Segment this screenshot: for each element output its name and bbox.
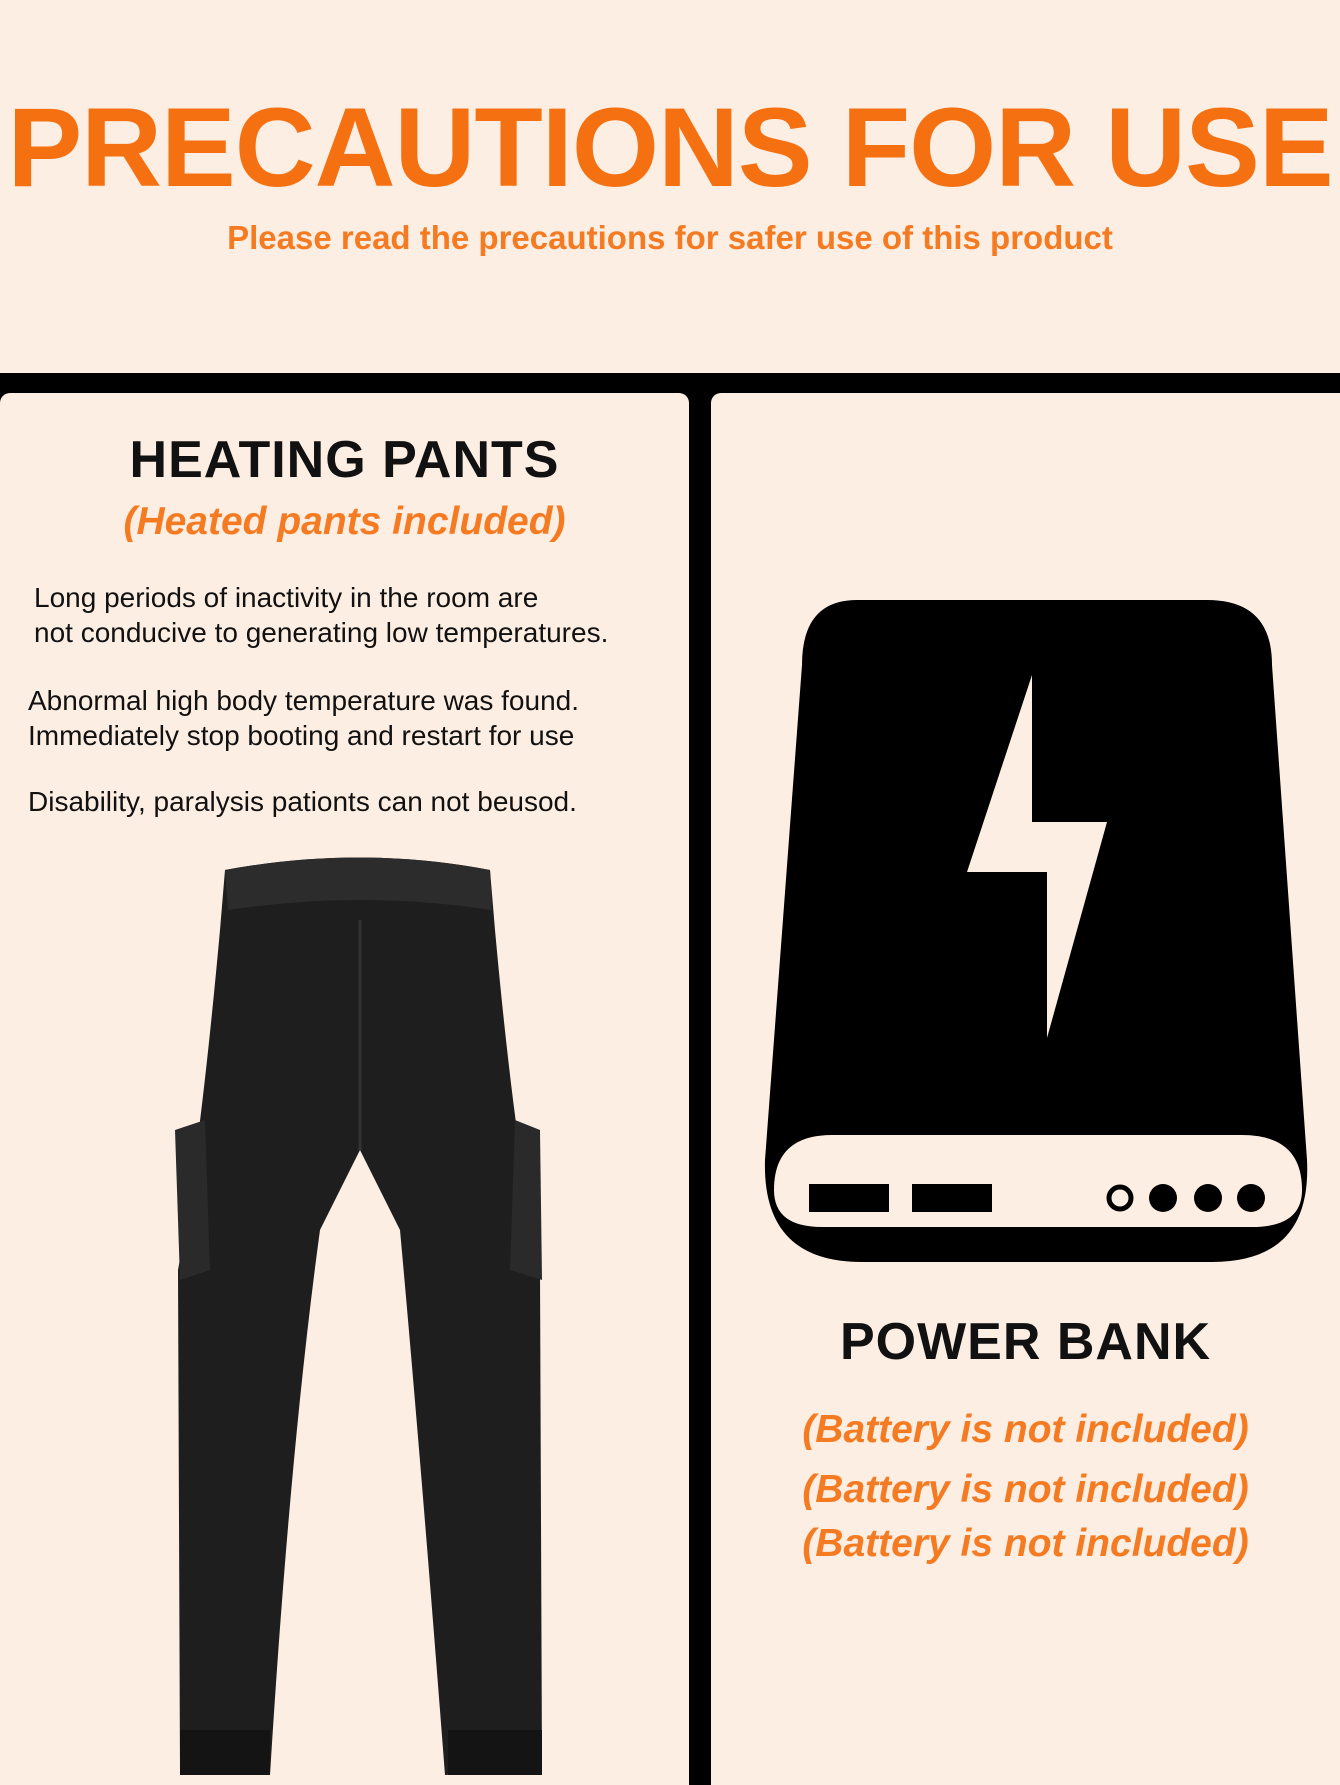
port-icon	[809, 1184, 889, 1212]
heated-pants-image	[170, 850, 550, 1785]
power-bank-heading: POWER BANK	[839, 1313, 1212, 1371]
indicator-light-icon	[1149, 1184, 1177, 1212]
port-icon	[912, 1184, 992, 1212]
precaution-3	[28, 784, 577, 819]
page-title: PRECAUTIONS FOR USE	[7, 85, 1333, 210]
precaution-1	[34, 580, 608, 650]
precaution-2	[28, 683, 579, 753]
indicator-light-icon	[1237, 1184, 1265, 1212]
heating-pants-heading: HEATING PANTS	[129, 431, 560, 489]
precaution-line: Long periods of inactivity in the room are	[34, 582, 539, 613]
battery-note: (Battery is not included)	[802, 1408, 1249, 1451]
power-bank-icon	[762, 600, 1312, 1265]
precaution-line: not conducive to generating low temperatures.	[34, 617, 609, 648]
heating-pants-note: (Heated pants included)	[123, 500, 566, 543]
indicator-light-icon	[1194, 1184, 1222, 1212]
battery-note: (Battery is not included)	[802, 1468, 1249, 1511]
page-subtitle: Please read the precautions for safer use of this product	[227, 219, 1113, 256]
precaution-line: Abnormal high body temperature was found.	[28, 685, 579, 716]
precaution-line: Disability, paralysis pationts can not beusod.	[28, 786, 577, 817]
precaution-line: Immediately stop booting and restart for use	[28, 720, 575, 751]
battery-note: (Battery is not included)	[802, 1522, 1249, 1565]
